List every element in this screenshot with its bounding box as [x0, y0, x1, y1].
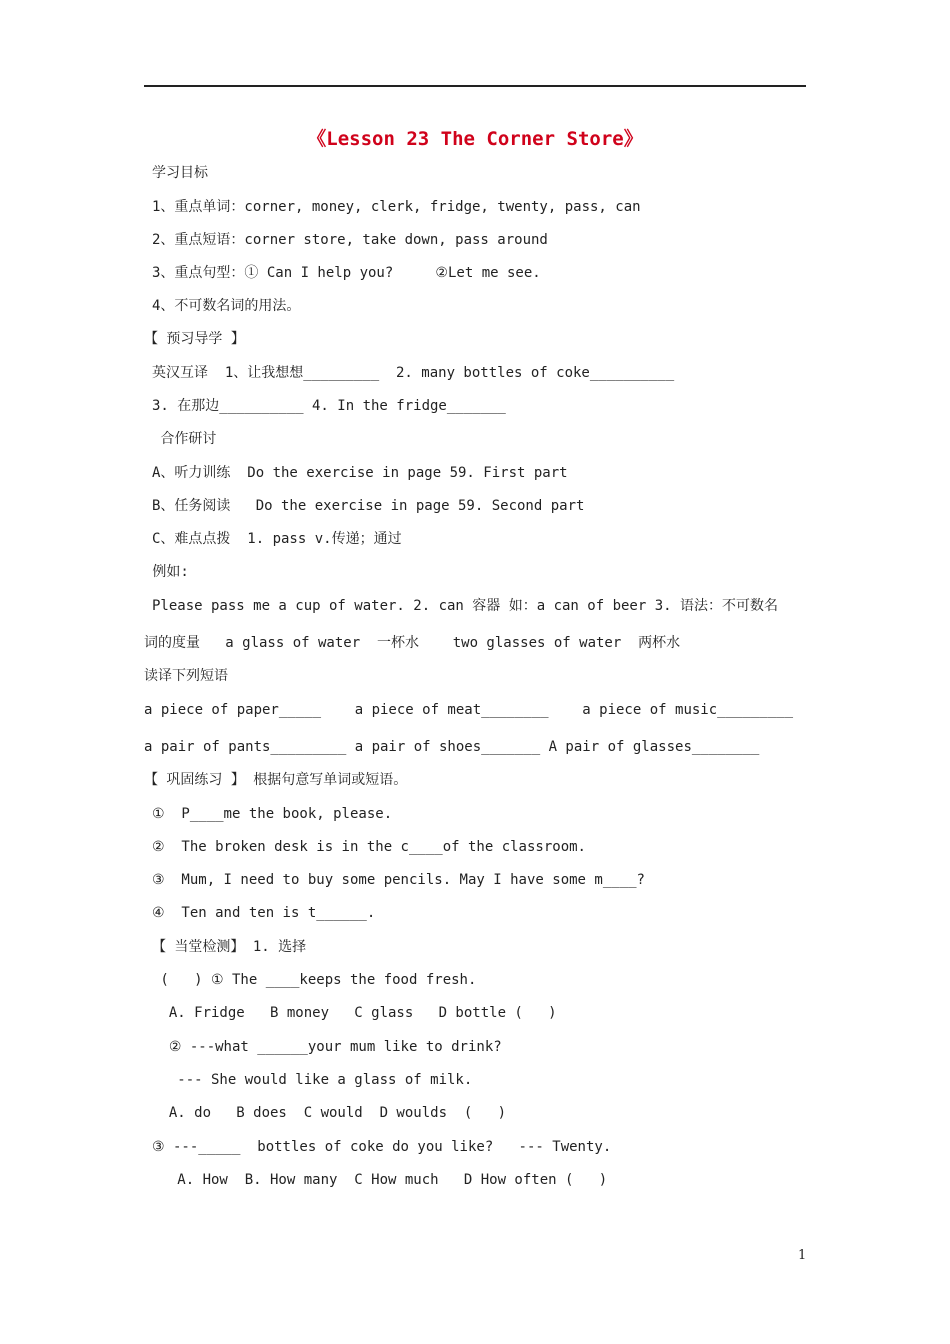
section-heading: 【 当堂检测】 1. 选择	[152, 939, 307, 955]
text-line: 2、重点短语：corner store, take down, pass around	[152, 232, 548, 248]
text-line: B、任务阅读 Do the exercise in page 59. Second part	[152, 498, 585, 514]
exercise-item: ③ Mum, I need to buy some pencils. May I have some m____?	[152, 872, 645, 888]
text-line: A、听力训练 Do the exercise in page 59. First part	[152, 465, 568, 481]
text-line: Please pass me a cup of water. 2. can 容器 如：a can of beer 3. 语法：不可数名	[152, 598, 779, 614]
exercise-options: A. How B. How many C How much D How often ( )	[152, 1172, 608, 1188]
header-rule	[144, 85, 806, 87]
exercise-item: ① P____me the book, please.	[152, 806, 393, 822]
exercise-item: ② The broken desk is in the c____of the classroom.	[152, 839, 586, 855]
page-number: 1	[798, 1248, 807, 1263]
text-line: 1、重点单词：corner, money, clerk, fridge, twenty, pass, can	[152, 199, 641, 215]
text-line: 英汉互译 1、让我想想_________ 2. many bottles of coke__________	[152, 365, 675, 381]
text-line: 3. 在那边__________ 4. In the fridge_______	[152, 398, 506, 414]
section-heading: 合作研讨	[152, 431, 217, 447]
exercise-item: ( ) ① The ____keeps the food fresh.	[152, 972, 477, 988]
exercise-item: --- She would like a glass of milk.	[152, 1072, 473, 1088]
text-line: 3、重点句型：① Can I help you? ②Let me see.	[152, 265, 541, 281]
exercise-item: ② ---what ______your mum like to drink?	[152, 1039, 502, 1055]
section-heading: 【 巩固练习 】 根据句意写单词或短语。	[144, 772, 408, 788]
text-line: a piece of paper_____ a piece of meat________ a piece of music_________	[144, 702, 794, 718]
exercise-item: ③ ---_____ bottles of coke do you like? --- Twenty.	[152, 1139, 612, 1155]
text-line: 读译下列短语	[144, 668, 228, 684]
text-line: 学习目标	[152, 165, 208, 181]
text-line: 4、不可数名词的用法。	[152, 298, 301, 314]
text-line: C、难点点拨 1. pass v.传递；通过	[152, 531, 402, 547]
text-line: 词的度量 a glass of water 一杯水 two glasses of water 两杯水	[144, 635, 681, 651]
exercise-options: A. Fridge B money C glass D bottle ( )	[152, 1005, 557, 1021]
page-title: 《Lesson 23 The Corner Store》	[307, 128, 643, 150]
exercise-item: ④ Ten and ten is t______.	[152, 905, 376, 921]
section-heading: 【 预习导学 】	[144, 331, 245, 347]
text-line: a pair of pants_________ a pair of shoes_______ A pair of glasses________	[144, 739, 760, 755]
text-line: 例如:	[144, 564, 189, 580]
exercise-options: A. do B does C would D woulds ( )	[152, 1105, 507, 1121]
